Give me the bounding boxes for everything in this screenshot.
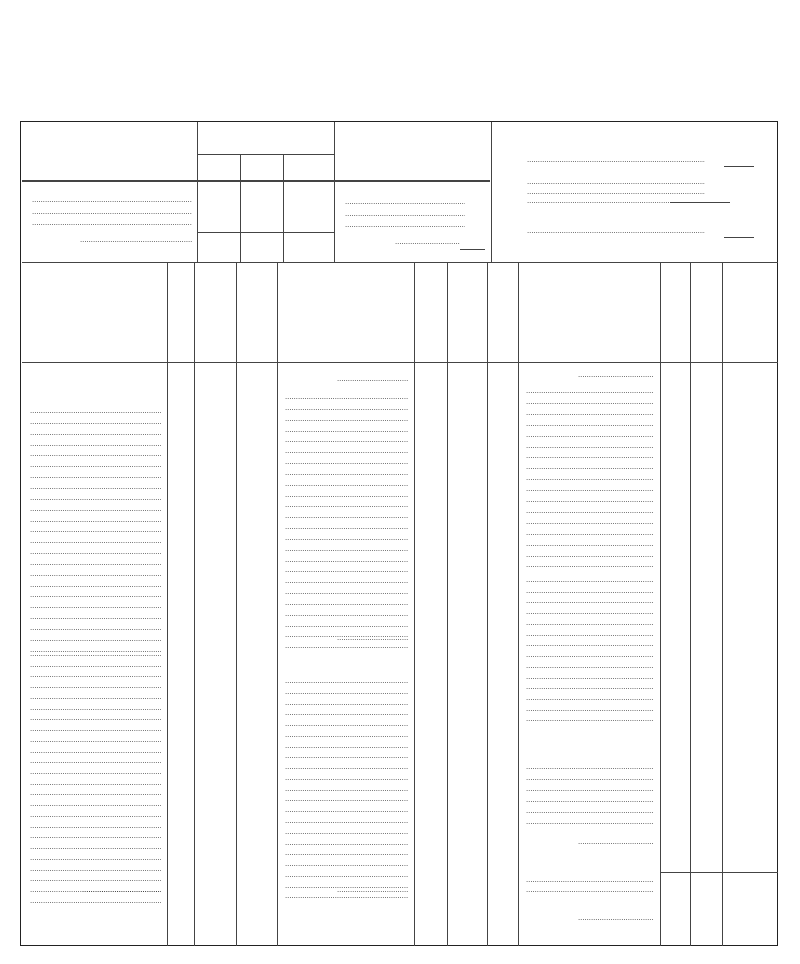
disease-label — [526, 485, 654, 493]
observation-label — [345, 210, 465, 218]
disease-label — [285, 469, 408, 477]
column-divider — [660, 262, 661, 946]
disease-label — [30, 704, 161, 712]
column-divider — [194, 262, 195, 946]
disease-label — [30, 671, 161, 679]
disease-label — [526, 452, 654, 460]
disease-label — [526, 763, 654, 771]
disease-label — [526, 651, 654, 659]
disease-label — [30, 526, 161, 534]
disease-label — [285, 763, 408, 771]
column-divider — [167, 262, 168, 946]
disease-label — [526, 807, 654, 815]
disease-label — [30, 613, 161, 621]
disease-label — [285, 849, 408, 857]
disease-label — [30, 516, 161, 524]
balance-label — [527, 156, 705, 164]
balance-label — [527, 188, 705, 196]
disease-label — [285, 458, 408, 466]
disease-label — [526, 785, 654, 793]
disease-label — [526, 640, 654, 648]
disease-label — [526, 796, 654, 804]
disease-label — [285, 512, 408, 520]
disease-label — [526, 774, 654, 782]
disease-label — [285, 817, 408, 825]
summary-divider — [197, 122, 198, 262]
disease-label — [526, 398, 654, 406]
totaux-label — [337, 634, 408, 642]
disease-label — [30, 714, 161, 722]
column-divider — [487, 262, 488, 946]
disease-label — [285, 566, 408, 574]
disease-label — [30, 875, 161, 883]
disease-label — [526, 540, 654, 548]
report-label — [337, 375, 408, 383]
disease-label — [526, 551, 654, 559]
summary-divider — [491, 122, 492, 262]
disease-label — [526, 463, 654, 471]
balance-rule — [670, 202, 730, 203]
disease-label — [526, 576, 654, 584]
balance-label — [527, 197, 705, 205]
disease-label — [526, 694, 654, 702]
disease-label — [30, 800, 161, 808]
disease-label — [30, 768, 161, 776]
disease-label — [285, 447, 408, 455]
summary-bottom-rule — [22, 262, 778, 263]
disease-label — [526, 496, 654, 504]
summary-divider — [240, 154, 241, 262]
report-label — [578, 371, 654, 379]
disease-label — [526, 442, 654, 450]
disease-label — [285, 545, 408, 553]
disease-label — [285, 426, 408, 434]
disease-label — [285, 752, 408, 760]
disease-label — [526, 420, 654, 428]
disease-label — [285, 610, 408, 618]
disease-label — [526, 529, 654, 537]
column-divider — [236, 262, 237, 946]
total-general-label — [395, 238, 460, 246]
disease-label — [30, 483, 161, 491]
disease-label — [30, 854, 161, 862]
disease-label — [285, 839, 408, 847]
disease-label — [526, 387, 654, 395]
disease-label — [285, 860, 408, 868]
disease-label — [30, 832, 161, 840]
disease-label — [30, 591, 161, 599]
disease-label — [30, 779, 161, 787]
column-divider — [722, 262, 723, 946]
disease-label — [526, 876, 654, 884]
disease-label — [285, 404, 408, 412]
observation-label — [345, 198, 465, 206]
disease-label — [285, 534, 408, 542]
disease-label — [526, 818, 654, 826]
disease-label — [526, 619, 654, 627]
disease-label — [285, 795, 408, 803]
disease-label — [285, 720, 408, 728]
disease-label — [526, 431, 654, 439]
disease-label — [526, 561, 654, 569]
disease-label — [30, 757, 161, 765]
disease-label — [285, 828, 408, 836]
disease-label — [285, 588, 408, 596]
disease-label — [30, 450, 161, 458]
disease-label — [30, 635, 161, 643]
disease-label — [30, 407, 161, 415]
disease-label — [30, 440, 161, 448]
disease-label — [285, 699, 408, 707]
disease-label — [285, 731, 408, 739]
disease-label — [30, 418, 161, 426]
disease-label — [526, 474, 654, 482]
month-label — [32, 208, 192, 216]
disease-label — [30, 429, 161, 437]
disease-label — [285, 871, 408, 879]
disease-label — [285, 501, 408, 509]
disease-label — [526, 673, 654, 681]
disease-label — [30, 494, 161, 502]
disease-label — [285, 480, 408, 488]
disease-label — [30, 822, 161, 830]
disease-label — [526, 705, 654, 713]
column-divider — [277, 262, 278, 946]
disease-label — [285, 621, 408, 629]
a-reporter-label — [337, 886, 408, 894]
a-reporter-label — [82, 886, 161, 894]
disease-label — [285, 688, 408, 696]
disease-label — [526, 715, 654, 723]
disease-label — [526, 608, 654, 616]
disease-label — [285, 774, 408, 782]
disease-label — [285, 523, 408, 531]
disease-label — [30, 897, 161, 905]
disease-label — [285, 742, 408, 750]
disease-label — [30, 725, 161, 733]
observation-label — [345, 221, 465, 229]
summary-divider — [334, 122, 335, 262]
disease-label — [30, 461, 161, 469]
disease-label — [30, 537, 161, 545]
disease-label — [30, 650, 161, 658]
disease-label — [285, 677, 408, 685]
disease-label — [30, 661, 161, 669]
disease-label — [30, 581, 161, 589]
summary-rule — [197, 154, 334, 155]
column-divider — [447, 262, 448, 946]
balance-rule — [724, 166, 754, 167]
disease-label — [526, 409, 654, 417]
disease-label — [526, 683, 654, 691]
recap-rule — [660, 872, 778, 873]
summary-divider — [283, 154, 284, 262]
disease-label — [30, 559, 161, 567]
disease-label — [526, 886, 654, 894]
month-label — [32, 219, 192, 227]
disease-label — [30, 736, 161, 744]
balance-label — [527, 227, 705, 235]
disease-label — [30, 747, 161, 755]
disease-label — [526, 630, 654, 638]
disease-label — [30, 548, 161, 556]
disease-label — [285, 806, 408, 814]
column-divider — [518, 262, 519, 946]
month-label — [32, 196, 192, 204]
disease-label — [30, 505, 161, 513]
disease-label — [285, 709, 408, 717]
disease-label — [30, 682, 161, 690]
summary-rule — [197, 232, 334, 233]
disease-label — [526, 587, 654, 595]
column-divider — [414, 262, 415, 946]
totaux-label — [578, 838, 654, 846]
disease-label — [285, 642, 408, 650]
disease-label — [30, 472, 161, 480]
totaux-generaux-label — [578, 914, 654, 922]
balance-rule — [724, 237, 754, 238]
summary-rule — [22, 180, 490, 182]
disease-label — [285, 415, 408, 423]
disease-label — [285, 436, 408, 444]
balance-label — [527, 178, 705, 186]
disease-label — [285, 785, 408, 793]
disease-label — [526, 518, 654, 526]
disease-label — [526, 597, 654, 605]
disease-label — [285, 393, 408, 401]
disease-label — [30, 570, 161, 578]
disease-label — [30, 789, 161, 797]
disease-label — [285, 556, 408, 564]
disease-label — [285, 599, 408, 607]
disease-label — [30, 811, 161, 819]
disease-label — [285, 491, 408, 499]
disease-label — [30, 624, 161, 632]
column-header-rule — [22, 362, 778, 363]
disease-label — [30, 843, 161, 851]
disease-label — [526, 662, 654, 670]
disease-label — [526, 507, 654, 515]
disease-label — [30, 693, 161, 701]
column-divider — [690, 262, 691, 946]
totaux-label — [80, 236, 192, 244]
disease-label — [30, 602, 161, 610]
total-underline — [460, 249, 485, 250]
disease-label — [30, 865, 161, 873]
disease-label — [285, 577, 408, 585]
